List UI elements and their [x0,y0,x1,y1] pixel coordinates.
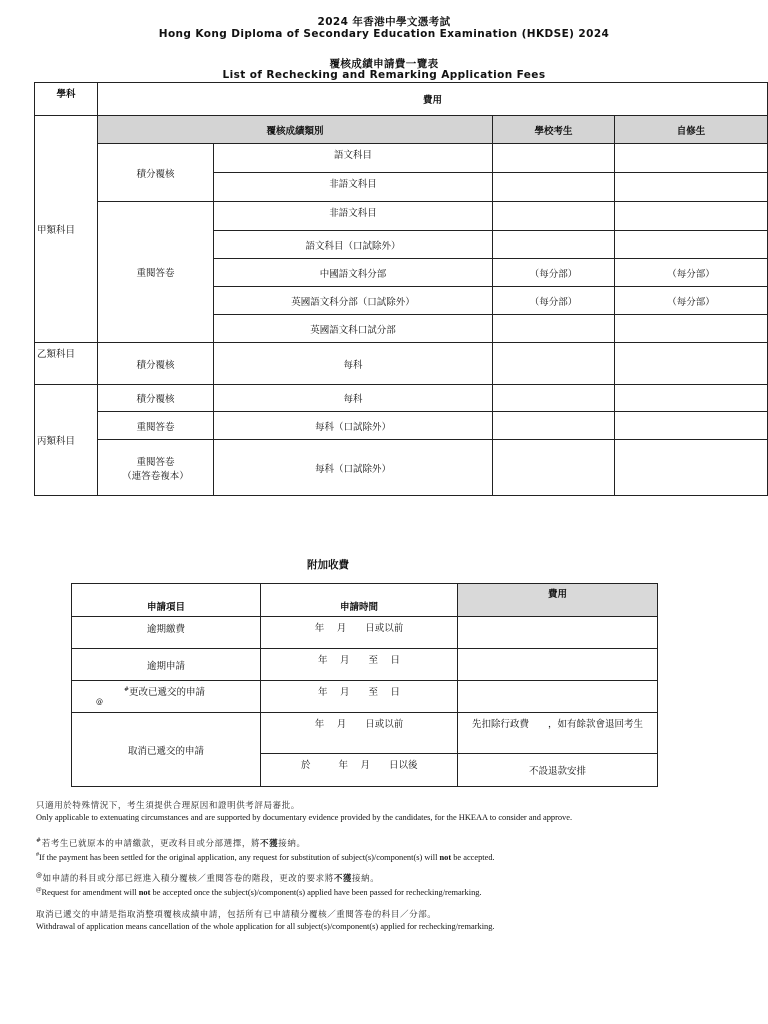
fee-cell [615,440,768,496]
note-4-en: Withdrawal of application means cancellation of the whole application for all subject(s)/component(s) applied for rechecking/remarking. [36,922,495,931]
withdraw-time-after [261,754,458,787]
title-zh: 2024 年香港中學文憑考試 [317,16,451,28]
note-3 [36,870,736,898]
per-subject-except-oral-copy: 每科（口試除外） [214,440,493,496]
withdraw-fee-2: 不設退款安排 [458,754,658,787]
note-2-zh-bold: 不獲 [260,838,279,849]
fee-cell [493,202,615,231]
fees-table [34,82,768,496]
fee-cell [615,343,768,385]
fee-cell [615,144,768,173]
late-application-time: 年 月 至 日 [261,649,458,681]
fee-cell [615,231,768,259]
note-3-en-bold: not [138,887,151,897]
recheck-label-b: 積分覆核 [98,343,214,385]
chinese-component: 中國語文科分部 [214,259,493,287]
col-school-header: 學校考生 [493,116,615,144]
per-subject-b: 每科 [214,343,493,385]
note-1 [36,801,736,823]
fee-cell [493,173,615,202]
per-component-school: （每分部） [493,259,615,287]
withdraw-time-prefix: 於 [301,760,311,771]
fee-cell [493,440,615,496]
per-subject-except-oral: 每科（口試除外） [214,412,493,440]
late-application: 逾期申請 [72,649,261,681]
lang-except-oral: 語文科目（口試除外） [214,231,493,259]
amend-time: 年 月 至 日 [261,681,458,713]
note-4-zh: 取消已遞交的申請是指取消整項覆核成績申請，包括所有已申請積分覆核／重閱答卷的科目／分部。 [36,910,437,920]
col-time-header: 申請時間 [261,584,458,617]
title-en: Hong Kong Diploma of Secondary Education Examination (HKDSE) 2024 [158,28,610,40]
fee-cell [615,385,768,412]
col-item-header: 申請項目 [72,584,261,617]
remark-label: 重閱答卷 [98,202,214,343]
subtitle-en: List of Rechecking and Remarking Application Fees [222,69,546,81]
amend-application [72,681,261,713]
english-except-oral: 英國語文科分部（口試除外） [214,287,493,315]
late-payment: 逾期繳費 [72,617,261,649]
withdraw-time-after-text: 年 月 日以後 [338,760,418,771]
subtitle-zh: 覆核成績申請費一覽表 [329,58,439,70]
lang-subject: 語文科目 [214,144,493,173]
note-2-mark-en: # [36,851,39,858]
additional-table [71,583,658,787]
per-component-private: （每分部） [615,287,768,315]
fee-cell [493,144,615,173]
fee-cell [458,617,658,649]
note-2-zh-b: 接納。 [278,838,306,849]
note-3-zh-a: 如申請的科目或分部已經進入積分覆核／重閱答卷的階段，更改的要求將 [42,873,334,884]
recheck-label-c: 積分覆核 [98,385,214,412]
recheck-label: 積分覆核 [98,144,214,202]
note-3-mark: @ [36,872,43,879]
amend-label: 更改已遞交的申請 [129,687,206,698]
withdraw-application: 取消已遞交的申請 [72,713,261,787]
non-lang-subject-remark: 非語文科目 [214,202,493,231]
col-fee-header: 費用 [98,83,768,116]
note-3-en-a: Request for amendment will [41,887,139,897]
additional-heading: 附加收費 [307,559,349,571]
note-3-mark-en: @ [36,886,42,893]
fee-cell [458,681,658,713]
remark-copy-line2: （連答卷複本） [122,470,189,482]
note-2-en-bold: not [439,852,452,862]
per-component-school: （每分部） [493,287,615,315]
note-3-zh-bold: 不獲 [333,873,353,884]
col-type-header: 覆核成績類別 [98,116,493,144]
fee-cell [493,385,615,412]
fee-cell [493,343,615,385]
remark-label-c: 重閱答卷 [98,412,214,440]
fee-cell [493,412,615,440]
col-private-header: 自修生 [615,116,768,144]
fee-cell [615,315,768,343]
amend-small-mark: @ [96,698,103,706]
fee-cell [615,173,768,202]
english-oral: 英國語文科口試分部 [214,315,493,343]
note-2-zh-a: 若考生已就原本的申請繳款，更改科目或分部選擇，將 [41,838,261,849]
note-1-zh: 只適用於特殊情況下，考生須提供合理原因和證明供考評局審批。 [36,801,300,811]
amend-mark: # [123,685,129,693]
fee-cell [615,202,768,231]
note-2-en-b: be accepted. [451,852,495,862]
fee-cell [493,315,615,343]
category-b-label: 乙類科目 [35,343,98,385]
note-1-en: Only applicable to extenuating circumstances and are supported by documentary evidence provided by the candidates, for the HKEAA to consider and approve. [36,813,573,822]
remark-copy-line1: 重閱答卷 [136,456,175,468]
per-subject-c: 每科 [214,385,493,412]
category-c-label: 丙類科目 [35,385,98,496]
note-3-zh-b: 接納。 [352,873,380,884]
col-subject-header: 學科 [35,83,98,116]
withdraw-fee-1: 先扣除行政費 ，如有餘款會退回考生 [458,713,658,754]
category-a-label: 甲類科目 [35,116,98,343]
col-fee-header-additional: 費用 [458,584,658,617]
fee-cell [458,649,658,681]
remark-copy-label [98,440,214,496]
note-4 [36,910,736,932]
per-component-private: （每分部） [615,259,768,287]
fee-cell [615,412,768,440]
fee-cell [493,231,615,259]
note-2-mark: # [36,837,42,844]
note-2-en-a: If the payment has been settled for the original application, any request for substitution of subject(s)/component(s) will [39,852,440,862]
note-2 [36,835,736,863]
non-lang-subject: 非語文科目 [214,173,493,202]
late-payment-time: 年 月 日或以前 [261,617,458,649]
note-3-en-b: be accepted once the subject(s)/component(s) applied have been passed for rechecking/remarking. [150,887,482,897]
withdraw-time-before: 年 月 日或以前 [261,713,458,754]
